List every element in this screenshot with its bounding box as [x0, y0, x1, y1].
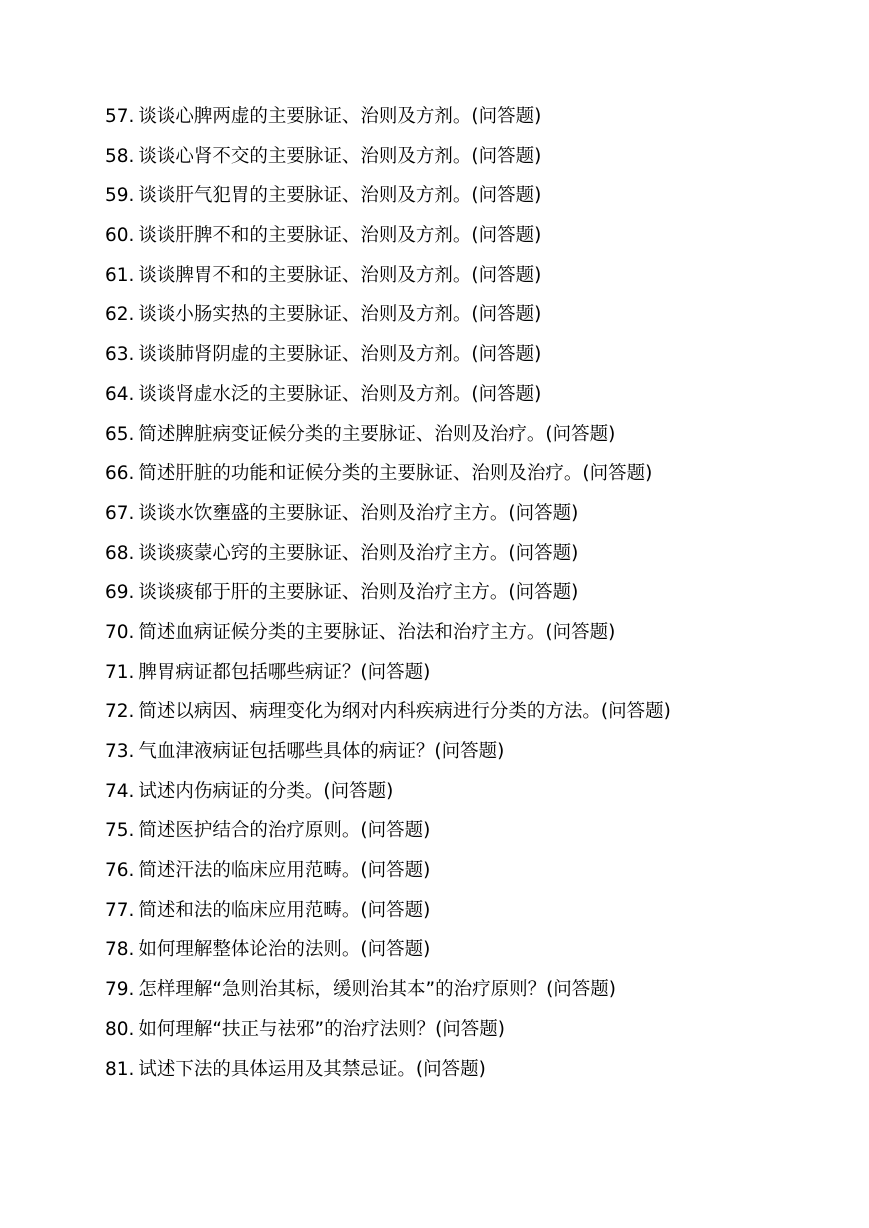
- question-item: [105, 896, 845, 936]
- question-number: 70.: [105, 621, 135, 643]
- question-text: 谈谈肺肾阴虚的主要脉证、治则及方剂。(问答题): [138, 344, 542, 366]
- question-number: 63.: [105, 344, 135, 366]
- question-number: 58.: [105, 145, 135, 167]
- question-item: [105, 142, 845, 182]
- question-number: 77.: [105, 899, 135, 921]
- question-text: 谈谈肝气犯胃的主要脉证、治则及方剂。(问答题): [138, 185, 542, 207]
- question-item: [105, 420, 845, 460]
- question-item: [105, 340, 845, 380]
- question-number: 64.: [105, 383, 135, 405]
- question-item: [105, 1055, 845, 1095]
- question-text: 谈谈脾胃不和的主要脉证、治则及方剂。(问答题): [138, 264, 542, 286]
- question-text: 怎样理解“急则治其标，缓则治其本”的治疗原则？(问答题): [138, 979, 617, 1001]
- question-number: 80.: [105, 1018, 135, 1040]
- question-item: [105, 737, 845, 777]
- question-item: [105, 578, 845, 618]
- question-number: 68.: [105, 542, 135, 564]
- question-text: 简述肝脏的功能和证候分类的主要脉证、治则及治疗。(问答题): [138, 463, 653, 485]
- question-text: 谈谈水饮壅盛的主要脉证、治则及治疗主方。(问答题): [138, 502, 579, 524]
- question-text: 谈谈痰蒙心窍的主要脉证、治则及治疗主方。(问答题): [138, 542, 579, 564]
- question-number: 71.: [105, 661, 135, 683]
- question-text: 谈谈痰郁于肝的主要脉证、治则及治疗主方。(问答题): [138, 582, 579, 604]
- question-item: [105, 261, 845, 301]
- question-number: 79.: [105, 979, 135, 1001]
- question-number: 72.: [105, 701, 135, 723]
- question-text: 试述内伤病证的分类。(问答题): [138, 780, 394, 802]
- question-number: 69.: [105, 582, 135, 604]
- question-text: 谈谈肝脾不和的主要脉证、治则及方剂。(问答题): [138, 225, 542, 247]
- question-text: 简述以病因、病理变化为纲对内科疾病进行分类的方法。(问答题): [138, 701, 671, 723]
- question-item: [105, 816, 845, 856]
- question-number: 57.: [105, 106, 135, 127]
- question-text: 谈谈小肠实热的主要脉证、治则及方剂。(问答题): [138, 304, 542, 326]
- question-number: 66.: [105, 463, 135, 485]
- question-item: [105, 697, 845, 737]
- question-item: [105, 975, 845, 1015]
- question-text: 试述下法的具体运用及其禁忌证。(问答题): [138, 1058, 486, 1080]
- question-text: 气血津液病证包括哪些具体的病证？(问答题): [138, 741, 505, 762]
- question-text: 如何理解“扶正与祛邪”的治疗法则？(问答题): [138, 1018, 506, 1040]
- question-item: [105, 102, 845, 142]
- question-text: 谈谈心脾两虚的主要脉证、治则及方剂。(问答题): [138, 106, 542, 127]
- question-item: [105, 777, 845, 817]
- question-number: 60.: [105, 225, 135, 247]
- question-item: [105, 856, 845, 896]
- question-number: 61.: [105, 264, 135, 286]
- question-text: 谈谈肾虚水泛的主要脉证、治则及方剂。(问答题): [138, 383, 542, 405]
- question-item: [105, 1015, 845, 1055]
- question-number: 75.: [105, 820, 135, 842]
- question-text: 简述汗法的临床应用范畴。(问答题): [138, 860, 431, 882]
- question-number: 67.: [105, 502, 135, 524]
- question-text: 简述脾脏病变证候分类的主要脉证、治则及治疗。(问答题): [138, 423, 616, 445]
- question-number: 74.: [105, 780, 135, 802]
- question-item: [105, 539, 845, 579]
- question-item: [105, 300, 845, 340]
- question-number: 73.: [105, 741, 135, 762]
- question-number: 59.: [105, 185, 135, 207]
- question-number: 62.: [105, 304, 135, 326]
- question-number: 65.: [105, 423, 135, 445]
- question-text: 简述和法的临床应用范畴。(问答题): [138, 899, 431, 921]
- question-item: [105, 618, 845, 658]
- question-text: 如何理解整体论治的法则。(问答题): [138, 939, 431, 961]
- question-number: 81.: [105, 1058, 135, 1080]
- question-item: [105, 459, 845, 499]
- question-item: [105, 499, 845, 539]
- question-text: 简述血病证候分类的主要脉证、治法和治疗主方。(问答题): [138, 621, 616, 643]
- question-item: [105, 380, 845, 420]
- question-number: 78.: [105, 939, 135, 961]
- question-item: [105, 221, 845, 261]
- question-text: 谈谈心肾不交的主要脉证、治则及方剂。(问答题): [138, 145, 542, 167]
- question-number: 76.: [105, 860, 135, 882]
- question-item: [105, 658, 845, 698]
- question-text: 简述医护结合的治疗原则。(问答题): [138, 820, 431, 842]
- question-text: 脾胃病证都包括哪些病证？(问答题): [138, 661, 431, 683]
- question-item: [105, 935, 845, 975]
- question-list: [105, 102, 845, 1094]
- question-item: [105, 181, 845, 221]
